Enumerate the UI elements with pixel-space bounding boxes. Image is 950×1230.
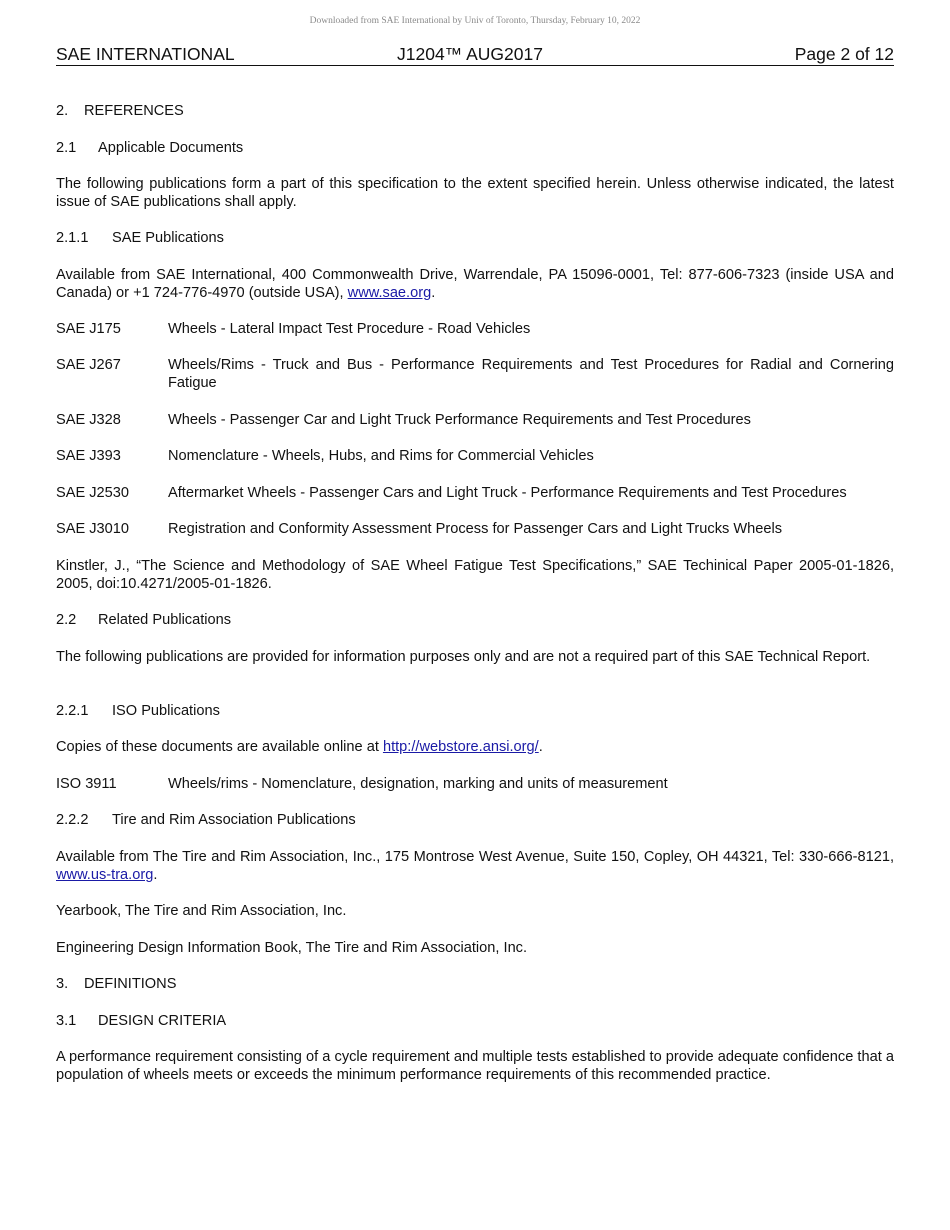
- section-number: 2.2.1: [56, 703, 89, 719]
- header-doc-id: J1204™ AUG2017: [397, 44, 543, 64]
- sentence-end: .: [431, 285, 436, 301]
- section-number: 2.2.2: [56, 812, 89, 828]
- tra-item-design-book: Engineering Design Information Book, The Tire and Rim Association, Inc.: [56, 940, 528, 956]
- iso-availability-text: Copies of these documents are available online at: [56, 739, 383, 755]
- reference-row-sae-j175: [56, 320, 894, 338]
- reference-title: Wheels - Lateral Impact Test Procedure - Road Vehicles: [168, 321, 531, 337]
- header-org: SAE INTERNATIONAL: [56, 44, 235, 64]
- header-page-number: Page 2 of 12: [794, 44, 894, 64]
- section-heading-definitions: [56, 975, 894, 993]
- section-number: 3.: [56, 976, 69, 992]
- reference-title: Nomenclature - Wheels, Hubs, and Rims for Commercial Vehicles: [168, 448, 594, 464]
- reference-code: SAE J267: [56, 357, 121, 373]
- ansi-webstore-link[interactable]: http://webstore.ansi.org/: [382, 739, 539, 755]
- section-number: 2.1.1: [56, 230, 89, 246]
- section-title: REFERENCES: [84, 103, 184, 119]
- section-title: ISO Publications: [112, 703, 220, 719]
- reference-title: Registration and Conformity Assessment Process for Passenger Cars and Light Trucks Wheels: [168, 521, 783, 537]
- section-heading-references: [56, 102, 894, 120]
- tra-availability-text: Available from The Tire and Rim Association, Inc., 175 Montrose West Avenue, Suite 150, Copley, OH 44321, Tel: 330-666-8121,: [56, 849, 894, 865]
- reference-row-sae-j393: [56, 447, 894, 465]
- subsection-heading-iso-publications: [56, 702, 894, 720]
- reference-title: Wheels/rims - Nomenclature, designation, marking and units of measurement: [168, 776, 668, 792]
- reference-row-iso-3911: [56, 775, 894, 793]
- reference-code: SAE J3010: [56, 521, 130, 537]
- tra-website-link[interactable]: www.us-tra.org: [56, 867, 154, 883]
- subsection-heading-sae-publications: [56, 229, 894, 247]
- section-number: 2.2: [56, 612, 77, 628]
- kinstler-reference: Kinstler, J., “The Science and Methodology of SAE Wheel Fatigue Test Specifications,” SAE Techinical Paper 2005-01-1826, 2005, doi:10.4271/2005-01-1826.: [56, 558, 894, 592]
- section-title: DESIGN CRITERIA: [98, 1013, 227, 1029]
- sentence-end: .: [538, 739, 543, 755]
- reference-code: SAE J393: [56, 448, 121, 464]
- subsection-heading-applicable-documents: [56, 139, 894, 157]
- reference-row-sae-j267: [56, 356, 894, 392]
- reference-row-sae-j328: [56, 411, 894, 429]
- section-title: SAE Publications: [112, 230, 224, 246]
- related-publications-paragraph: The following publications are provided for information purposes only and are not a required part of this SAE Technical Report.: [56, 649, 871, 665]
- page-header: [56, 44, 894, 66]
- reference-title: Wheels - Passenger Car and Light Truck Performance Requirements and Test Procedures: [168, 412, 751, 428]
- reference-row-sae-j2530: [56, 484, 894, 502]
- reference-title: Aftermarket Wheels - Passenger Cars and Light Truck - Performance Requirements and Test Procedures: [168, 485, 847, 501]
- subsection-heading-related-publications: [56, 611, 894, 629]
- sae-website-link[interactable]: www.sae.org: [347, 285, 432, 301]
- iso-availability-paragraph: [56, 738, 894, 756]
- reference-code: SAE J2530: [56, 485, 130, 501]
- applicable-documents-paragraph: The following publications form a part of this specification to the extent specified herein. Unless otherwise indicated, the latest issue of SAE publications shall apply.: [56, 176, 894, 210]
- section-title: Related Publications: [98, 612, 232, 628]
- sae-availability-text: Available from SAE International, 400 Commonwealth Drive, Warrendale, PA 15096-0001, Tel: 877-606-7323 (inside USA and Canada) or +1 724-776-4970 (outside USA),: [56, 267, 894, 301]
- section-number: 3.1: [56, 1013, 77, 1029]
- reference-code: ISO 3911: [56, 776, 117, 792]
- sentence-end: .: [153, 867, 158, 883]
- section-title: DEFINITIONS: [84, 976, 177, 992]
- section-title: Applicable Documents: [98, 140, 244, 156]
- section-number: 2.1: [56, 140, 77, 156]
- tra-item-yearbook: Yearbook, The Tire and Rim Association, Inc.: [56, 903, 347, 919]
- tra-availability-paragraph: [56, 848, 894, 884]
- subsection-heading-design-criteria: [56, 1012, 894, 1030]
- reference-row-sae-j3010: [56, 520, 894, 538]
- reference-code: SAE J328: [56, 412, 121, 428]
- sae-availability-paragraph: [56, 266, 894, 302]
- design-criteria-paragraph: A performance requirement consisting of a cycle requirement and multiple tests established to provide adequate confidence that a population of wheels meets or exceeds the minimum performance requirements of this recommended practice.: [56, 1049, 894, 1083]
- download-watermark: Downloaded from SAE International by Univ of Toronto, Thursday, February 10, 2022: [309, 16, 641, 26]
- section-number: 2.: [56, 103, 69, 119]
- reference-title: Wheels/Rims - Truck and Bus - Performance Requirements and Test Procedures for Radial and Cornering Fatigue: [168, 357, 894, 391]
- subsection-heading-tire-rim-publications: [56, 811, 894, 829]
- reference-code: SAE J175: [56, 321, 121, 337]
- section-title: Tire and Rim Association Publications: [112, 812, 356, 828]
